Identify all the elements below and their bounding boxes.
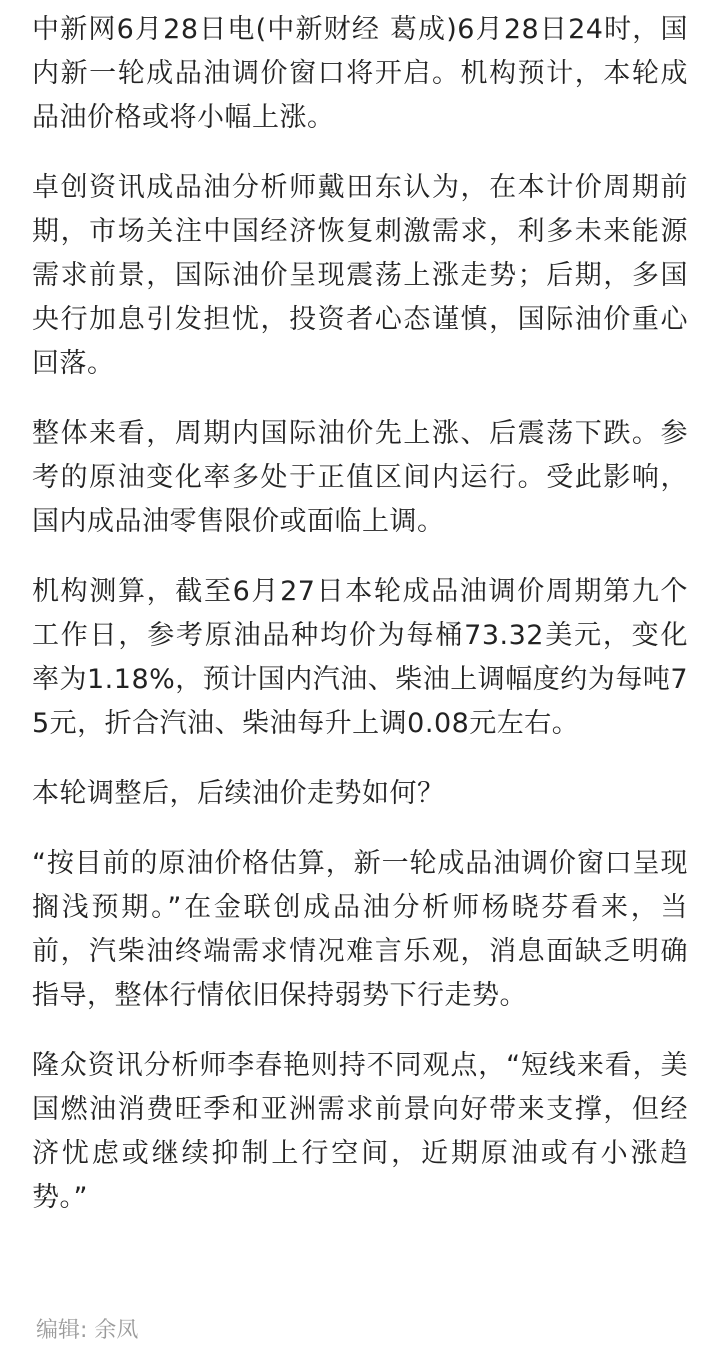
paragraph-analyst-yang: “按目前的原油价格估算，新一轮成品油调价窗口呈现搁浅预期。”在金联创成品油分析师杨晓芬看来，当前，汽柴油终端需求情况难言乐观，消息面缺乏明确指导，整体行情依旧保持弱势下行走势。 [32, 848, 688, 1011]
article-body [32, 8, 688, 1246]
paragraph-analyst-dai: 卓创资讯成品油分析师戴田东认为，在本计价周期前期，市场关注中国经济恢复刺激需求，利多未来能源需求前景，国际油价呈现震荡上涨走势；后期，多国央行加息引发担忧，投资者心态谨慎，国际油价重心回落。 [32, 172, 688, 379]
editor-credit: 编辑: 余凤 [36, 1318, 139, 1343]
paragraph-analyst-li: 隆众资讯分析师李春艳则持不同观点，“短线来看，美国燃油消费旺季和亚洲需求前景向好带来支撑，但经济忧虑或继续抑制上行空间，近期原油或有小涨趋势。” [32, 1050, 688, 1213]
paragraph-intro: 中新网6月28日电(中新财经 葛成)6月28日24时，国内新一轮成品油调价窗口将开启。机构预计，本轮成品油价格或将小幅上涨。 [32, 14, 688, 133]
paragraph-calculation: 机构测算，截至6月27日本轮成品油调价周期第九个工作日，参考原油品种均价为每桶73.32美元，变化率为1.18%，预计国内汽油、柴油上调幅度约为每吨75元，折合汽油、柴油每升上调0.08元左右。 [32, 576, 688, 739]
paragraph-overall: 整体来看，周期内国际油价先上涨、后震荡下跌。参考的原油变化率多处于正值区间内运行。受此影响，国内成品油零售限价或面临上调。 [32, 418, 688, 537]
paragraph-question: 本轮调整后，后续油价走势如何？ [32, 778, 445, 809]
